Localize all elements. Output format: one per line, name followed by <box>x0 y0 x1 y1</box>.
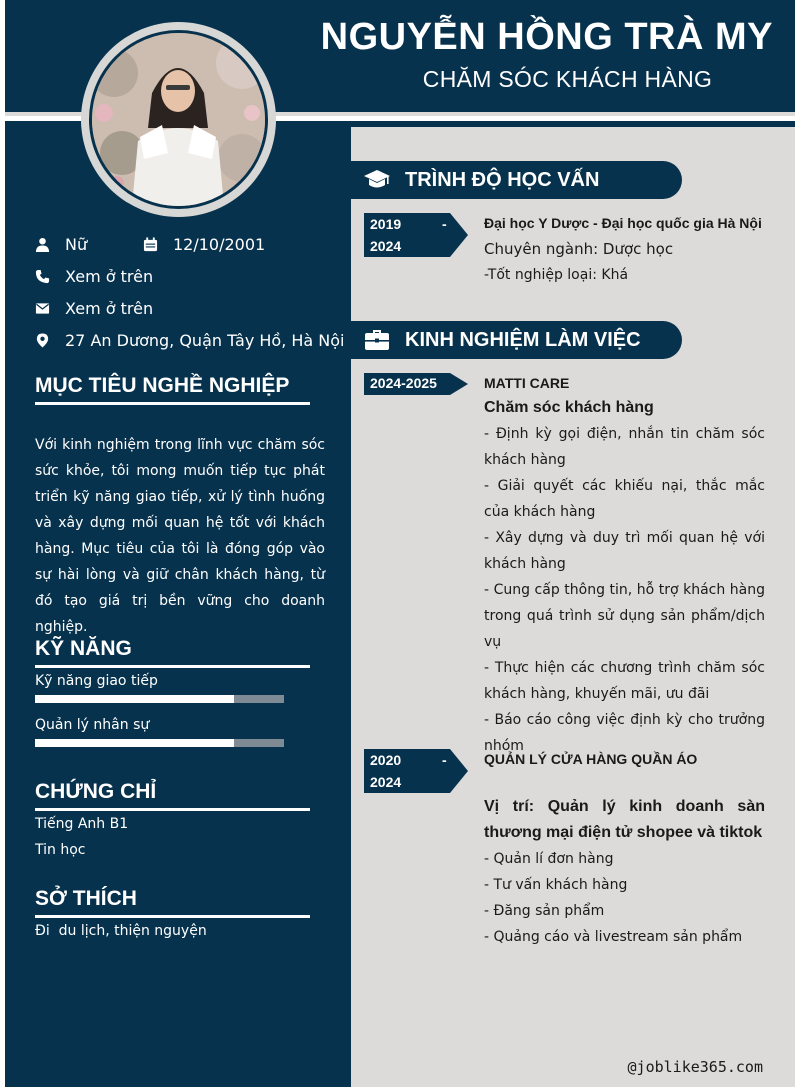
calendar-icon <box>143 237 158 252</box>
contact-email-text[interactable]: Xem ở trên <box>65 299 154 318</box>
certificates-rule <box>35 808 310 811</box>
company-name: MATTI CARE <box>484 375 570 391</box>
experience-section-bar <box>351 321 682 359</box>
contact-address-text: 27 An Dương, Quận Tây Hồ, Hà Nội <box>65 331 345 350</box>
contact-birthday-text: 12/10/2001 <box>173 235 266 254</box>
school-name: Đại học Y Dược - Đại học quốc gia Hà Nội <box>484 215 762 231</box>
footer-watermark[interactable]: @joblike365.com <box>627 1058 763 1076</box>
duty-line: - Giải quyết các khiếu nại, thắc mắc của khách hàng <box>484 478 765 520</box>
skill-bar-fill <box>35 695 234 703</box>
objective-heading: MỤC TIÊU NGHỀ NGHIỆP <box>35 374 290 397</box>
contact-gender <box>35 235 87 254</box>
period-end: 2024 <box>370 238 402 254</box>
resume-page <box>5 0 795 1087</box>
graduation-cap-icon <box>364 167 390 193</box>
duty-line: - Xây dựng và duy trì mối quan hệ với khách hàng <box>484 530 765 572</box>
contact-gender-text: Nữ <box>65 235 88 254</box>
skill-label: Kỹ năng giao tiếp <box>35 673 158 689</box>
experience-heading: KINH NGHIỆM LÀM VIỆC <box>405 328 641 351</box>
objective-text: Với kinh nghiệm trong lĩnh vực chăm sóc sức khỏe, tôi mong muốn tiếp tục phát triển kỹ năng giao tiếp, xử lý tình huống và xây dựng mối quan hệ tốt với khách hàng. Mục tiêu của tôi là đóng góp vào sự hài lòng và giữ chân khách hàng, từ đó tạo giá trị bền vững cho doanh nghiệp. <box>35 437 325 635</box>
phone-icon <box>35 269 50 284</box>
location-icon <box>35 333 50 348</box>
experience-entry <box>484 372 765 759</box>
major: Chuyên ngành: Dược học <box>484 240 674 258</box>
period-tag-arrow <box>450 749 468 793</box>
certificate-item: Tiếng Anh B1 <box>35 816 129 832</box>
period-start: 2019 <box>370 216 402 232</box>
duty-line: - Quản lí đơn hàng <box>484 851 614 867</box>
period-separator: - <box>442 752 447 768</box>
objective-rule <box>35 402 310 405</box>
certificate-item: Tin học <box>35 842 86 858</box>
candidate-name: NGUYỄN HỒNG TRÀ MY <box>320 16 773 58</box>
period-tag-arrow <box>450 373 468 395</box>
period-tag-arrow <box>450 213 468 257</box>
duty-line: - Định kỳ gọi điện, nhắn tin chăm sóc khách hàng <box>484 426 765 468</box>
avatar <box>92 33 265 206</box>
avatar-photo <box>92 33 265 206</box>
skill-label: Quản lý nhân sự <box>35 717 150 733</box>
position-title: Vị trí: Quản lý kinh doanh sàn thương mại điện tử shopee và tiktok <box>484 798 765 841</box>
education-entry <box>484 212 765 288</box>
contact-birthday <box>143 235 265 254</box>
duty-line: - Tư vấn khách hàng <box>484 877 628 893</box>
hobbies-text: Đi du lịch, thiện nguyện <box>35 923 207 939</box>
contact-address <box>35 331 344 350</box>
period-text: 2024-2025 <box>370 375 437 391</box>
contact-phone <box>35 267 153 286</box>
position-title: Chăm sóc khách hàng <box>484 399 654 416</box>
user-icon <box>35 237 50 252</box>
education-heading: TRÌNH ĐỘ HỌC VẤN <box>405 168 600 191</box>
period-separator: - <box>442 216 447 232</box>
skill-bar <box>35 695 284 703</box>
company-name: QUẢN LÝ CỬA HÀNG QUẦN ÁO <box>484 751 698 767</box>
period-start: 2020 <box>370 752 402 768</box>
mail-icon <box>35 301 50 316</box>
experience-entry <box>484 748 765 950</box>
skill-bar-fill <box>35 739 234 747</box>
candidate-job-title: CHĂM SÓC KHÁCH HÀNG <box>422 66 713 92</box>
duty-line: - Đăng sản phẩm <box>484 903 605 919</box>
briefcase-icon <box>364 327 390 353</box>
certificates-heading: CHỨNG CHỈ <box>35 780 157 803</box>
duty-line: - Thực hiện các chương trình chăm sóc khách hàng, khuyến mãi, ưu đãi <box>484 660 765 702</box>
skill-bar <box>35 739 284 747</box>
duty-line: - Báo cáo công việc định kỳ cho trưởng nhóm <box>484 712 765 754</box>
hobbies-heading: SỞ THÍCH <box>35 887 137 910</box>
grade: -Tốt nghiệp loại: Khá <box>484 267 629 283</box>
skills-heading: KỸ NĂNG <box>35 637 132 660</box>
duty-line: - Quảng cáo và livestream sản phẩm <box>484 929 743 945</box>
hobbies-rule <box>35 915 310 918</box>
contact-phone-text[interactable]: Xem ở trên <box>65 267 154 286</box>
education-section-bar <box>351 161 682 199</box>
duty-line: - Cung cấp thông tin, hỗ trợ khách hàng trong quá trình sử dụng sản phẩm/dịch vụ <box>484 582 765 650</box>
contact-email <box>35 299 153 318</box>
skills-rule <box>35 665 310 668</box>
period-end: 2024 <box>370 774 402 790</box>
